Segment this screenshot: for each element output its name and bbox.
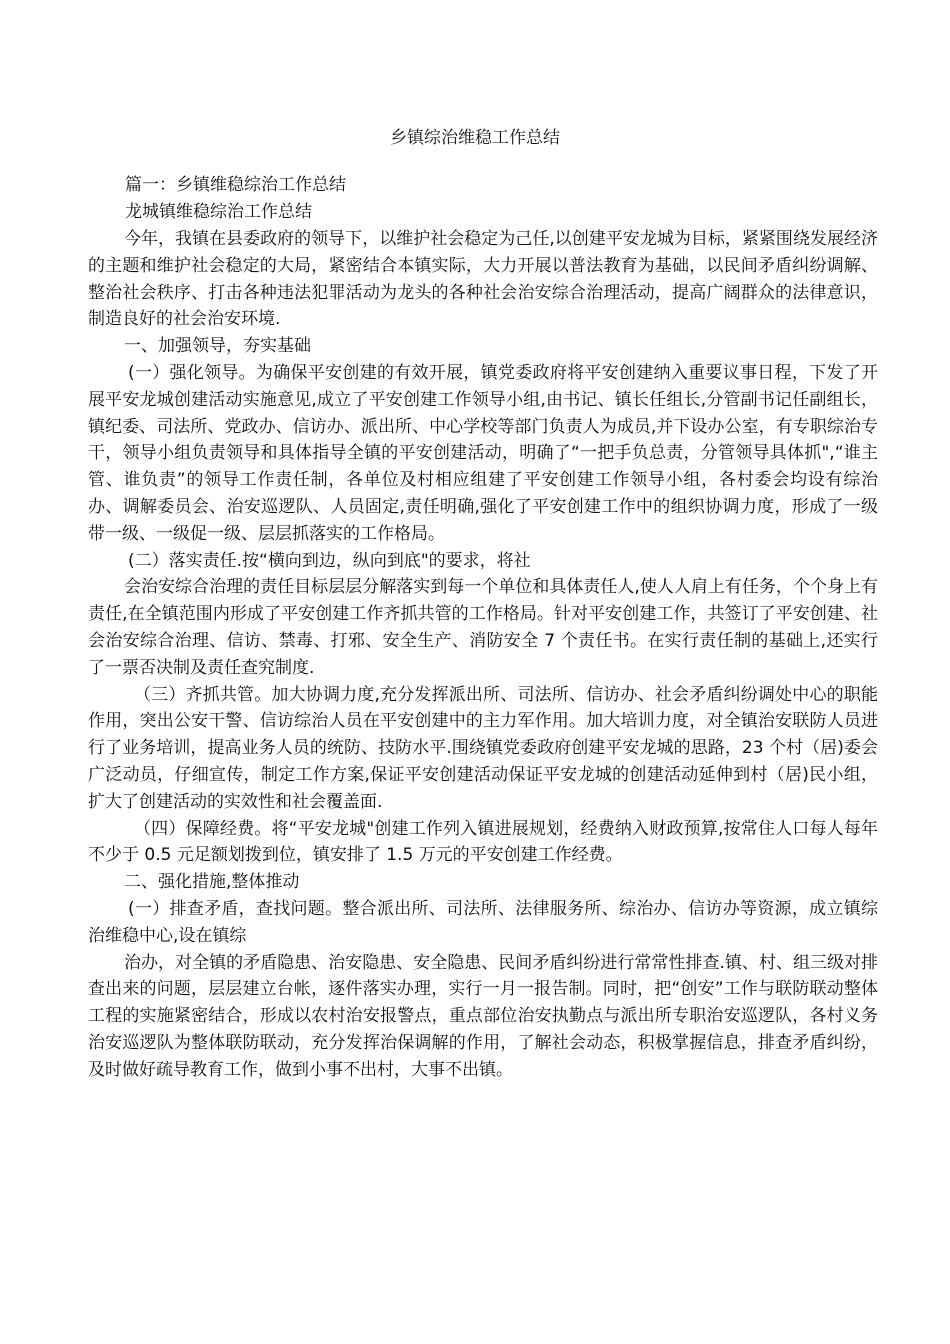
paragraph-1-4: （四）保障经费。将“平安龙城"创建工作列入镇进展规划，经费纳入财政预算,按常住人口每人每年不少于 0.5 元足额划拨到位，镇安排了 1.5 万元的平安创建工作经费。 [88,818,878,866]
document-body [88,226,878,1084]
heading-part-2: 二、强化措施,整体推动 [124,872,300,893]
heading-part-1: 一、加强领导，夯实基础 [124,336,311,357]
paragraph-2-1-start: (一）排查矛盾，查找问题。整合派出所、司法所、法律服务所、综治办、信访办等资源，成立镇综治维稳中心,设在镇综 [88,898,878,946]
section-heading-1: 篇一：乡镇维稳综治工作总结 [125,175,346,195]
paragraph-intro: 今年，我镇在县委政府的领导下，以维护社会稳定为己任,以创建平安龙城为目标，紧紧围绕发展经济的主题和维护社会稳定的大局，紧密结合本镇实际，大力开展以普法教育为基础，以民间矛盾纠纷调解、整治社会秩序、打击各种违法犯罪活动为龙头的各种社会治安综合治理活动，提高广阔群众的法律意识，制造良好的社会治安环境. [88,229,878,330]
paragraph-1-3: （三）齐抓共管。加大协调力度,充分发挥派出所、司法所、信访办、社会矛盾纠纷调处中心的职能作用，突出公安干警、信访综治人员在平安创建中的主力军作用。加大培训力度，对全镇治安联防人员进行了业务培训，提高业务人员的统防、技防水平.围绕镇党委政府创建平安龙城的思路，23 个村（居)委会广泛动员，仔细宣传，制定工作方案,保证平安创建活动保证平安龙城的创建活动延伸到村（居)民小组，扩大了创建活动的实效性和社会覆盖面. [88,684,878,812]
paragraph-1-2-start: (二）落实责任.按“横向到边，纵向到底"的要求，将社 [128,550,531,571]
paragraph-1-1: (一）强化领导。为确保平安创建的有效开展，镇党委政府将平安创建纳入重要议事日程，下发了开展平安龙城创建活动实施意见,成立了平安创建工作领导小组,由书记、镇长任组长,分管副书记任副组长，镇纪委、司法所、党政办、信访办、派出所、中心学校等部门负责人为成员,并下设办公室，有专职综治专干，领导小组负责领导和具体指导全镇的平安创建活动，明确了“一把手负总责，分管领导具体抓",“谁主管、谁负责”的领导工作责任制，各单位及村相应组建了平安创建工作领导小组，各村委会均设有综治办、调解委员会、治安巡逻队、人员固定,责任明确,强化了平安创建工作中的组织协调力度，形成了一级带一级、一级促一级、层层抓落实的工作格局。 [88,362,878,544]
paragraph-2-1-cont: 治办，对全镇的矛盾隐患、治安隐患、安全隐患、民间矛盾纠纷进行常常性排查.镇、村、组三级对排查出来的问题，层层建立台帐，逐件落实办理，实行一月一报告制。同时，把“创安”工作与联防联动整体工程的实施紧密结合，形成以农村治安报警点，重点部位治安执勤点与派出所专职治安巡逻队，各村义务治安巡逻队为整体联防联动，充分发挥治保调解的作用，了解社会动态，积极掌握信息，排查矛盾纠纷，及时做好疏导教育工作，做到小事不出村，大事不出镇。 [88,952,878,1080]
paragraph-1-2-cont: 会治安综合治理的责任目标层层分解落实到每一个单位和具体责任人,使人人肩上有任务，个个身上有责任,在全镇范围内形成了平安创建工作齐抓共管的工作格局。针对平安创建工作，共签订了平安创建、社会治安综合治理、信访、禁毒、打邪、安全生产、消防安全 7 个责任书。在实行责任制的基础上,还实行了一票否决制及责任查究制度. [88,577,878,678]
section-heading-2: 龙城镇维稳综治工作总结 [125,202,312,222]
document-title: 乡镇综治维稳工作总结 [390,128,560,148]
